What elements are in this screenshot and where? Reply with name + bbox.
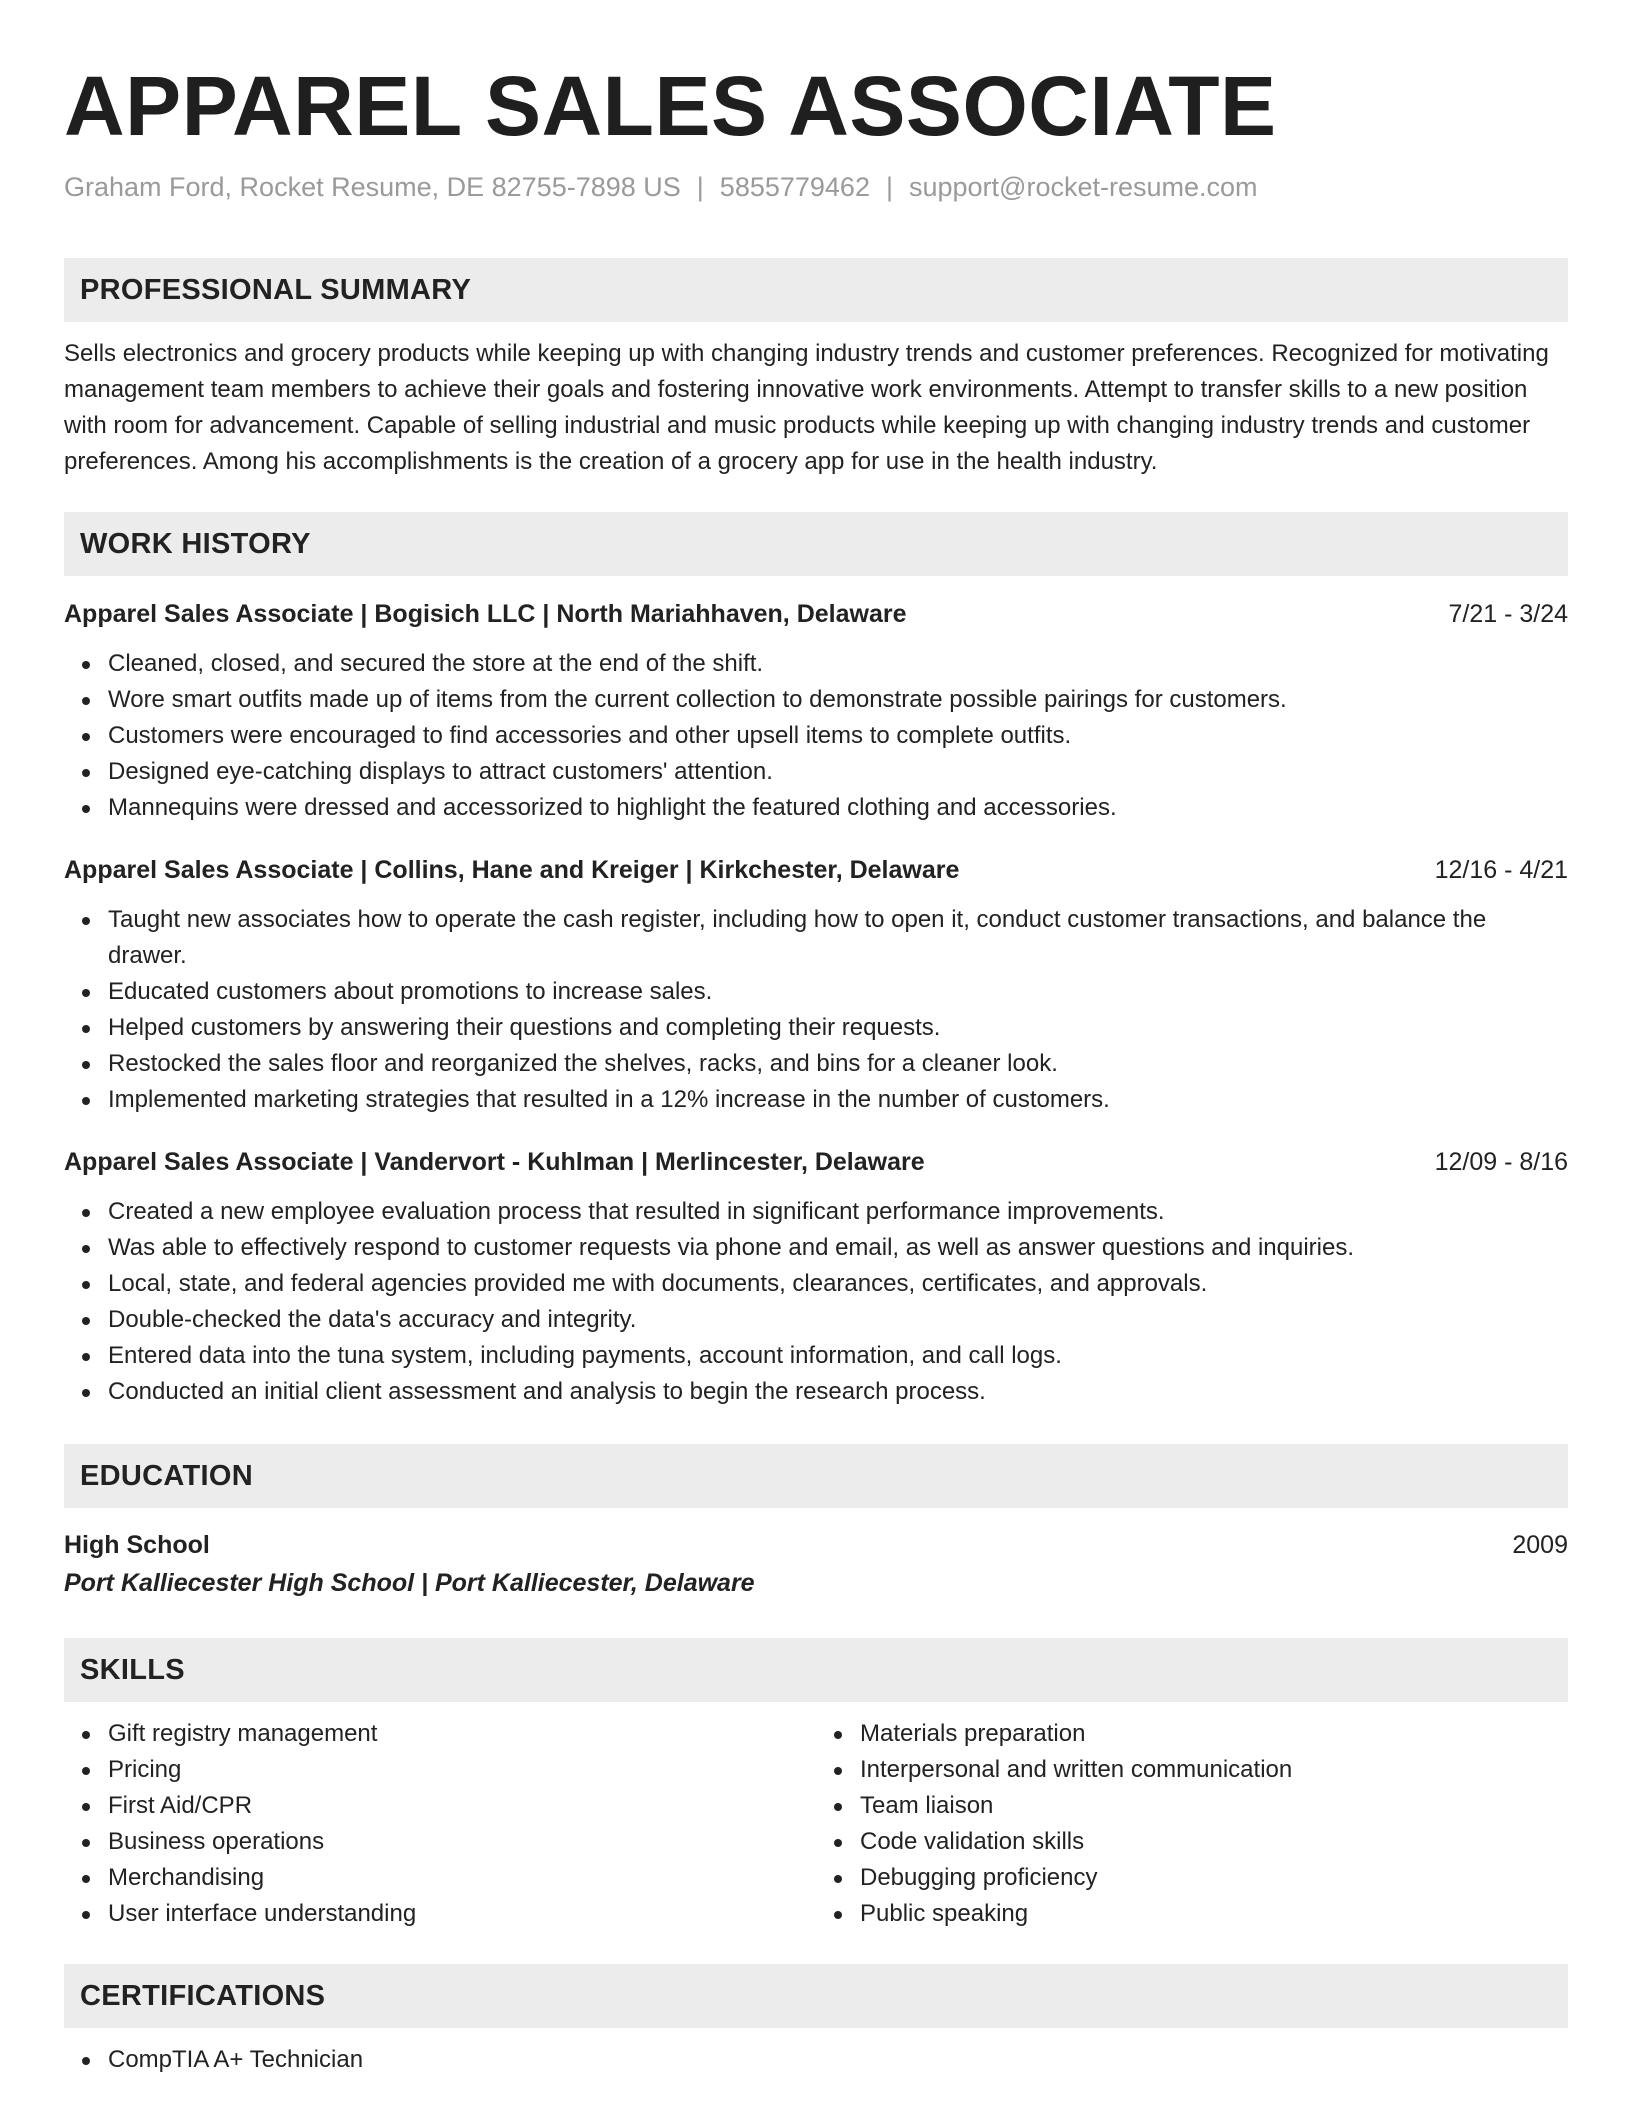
job-title: Apparel Sales Associate | Vandervort - Kuhlman | Merlincester, Delaware	[64, 1148, 925, 1176]
skill-item: Pricing	[108, 1752, 816, 1788]
skill-item: Business operations	[108, 1824, 816, 1860]
job-entry	[64, 852, 1568, 1118]
job-dates: 7/21 - 3/24	[1448, 600, 1568, 628]
job-title: Apparel Sales Associate | Bogisich LLC | North Mariahhaven, Delaware	[64, 600, 907, 628]
job-bullet: Designed eye-catching displays to attract customers' attention.	[108, 754, 1568, 790]
education-row	[64, 1526, 1568, 1564]
job-bullet: Double-checked the data's accuracy and integrity.	[108, 1302, 1568, 1338]
job-header	[64, 852, 1568, 888]
skills-grid	[64, 1716, 1568, 1932]
section-header-skills: SKILLS	[64, 1638, 1568, 1702]
skills-list	[64, 1716, 816, 1932]
job-bullet: Cleaned, closed, and secured the store at the end of the shift.	[108, 646, 1568, 682]
education-degree: High School	[64, 1531, 210, 1559]
job-bullets	[64, 646, 1568, 826]
contact-email: support@rocket-resume.com	[908, 172, 1258, 202]
job-entry	[64, 1144, 1568, 1410]
contact-phone: 5855779462	[719, 172, 870, 202]
job-bullet: Customers were encouraged to find accessories and other upsell items to complete outfits.	[108, 718, 1568, 754]
certifications-list	[64, 2042, 1568, 2078]
job-bullet: Mannequins were dressed and accessorized to highlight the featured clothing and accessories.	[108, 790, 1568, 826]
job-header	[64, 596, 1568, 632]
skills-column-left	[64, 1716, 816, 1932]
certification-item: CompTIA A+ Technician	[108, 2042, 1568, 2078]
skill-item: Materials preparation	[860, 1716, 1568, 1752]
job-bullet: Implemented marketing strategies that resulted in a 12% increase in the number of customers.	[108, 1082, 1568, 1118]
job-bullet: Entered data into the tuna system, including payments, account information, and call logs.	[108, 1338, 1568, 1374]
job-bullet: Taught new associates how to operate the cash register, including how to open it, conduct customer transactions, and balance the drawer.	[108, 902, 1568, 974]
skill-item: Public speaking	[860, 1896, 1568, 1932]
resume-title: APPAREL SALES ASSOCIATE	[64, 59, 1277, 153]
job-bullet: Conducted an initial client assessment and analysis to begin the research process.	[108, 1374, 1568, 1410]
job-dates: 12/09 - 8/16	[1434, 1148, 1568, 1176]
contact-line	[64, 168, 1568, 206]
job-bullets	[64, 902, 1568, 1118]
skill-item: Debugging proficiency	[860, 1860, 1568, 1896]
skills-list	[816, 1716, 1568, 1932]
job-bullet: Restocked the sales floor and reorganized the shelves, racks, and bins for a cleaner look.	[108, 1046, 1568, 1082]
education-school: Port Kalliecester High School | Port Kalliecester, Delaware	[64, 1569, 755, 1597]
skill-item: Interpersonal and written communication	[860, 1752, 1568, 1788]
contact-separator: |	[885, 172, 893, 202]
education-year: 2009	[1512, 1531, 1568, 1559]
section-header-summary: PROFESSIONAL SUMMARY	[64, 258, 1568, 322]
contact-address: Graham Ford, Rocket Resume, DE 82755-7898 US	[64, 172, 681, 202]
skill-item: Merchandising	[108, 1860, 816, 1896]
skills-column-right	[816, 1716, 1568, 1932]
skill-item: Code validation skills	[860, 1824, 1568, 1860]
section-header-certifications: CERTIFICATIONS	[64, 1964, 1568, 2028]
job-bullet: Created a new employee evaluation process that resulted in significant performance improvements.	[108, 1194, 1568, 1230]
education-entry	[64, 1526, 1568, 1602]
job-bullet: Local, state, and federal agencies provided me with documents, clearances, certificates, and approvals.	[108, 1266, 1568, 1302]
job-bullet: Wore smart outfits made up of items from the current collection to demonstrate possible pairings for customers.	[108, 682, 1568, 718]
job-bullet: Was able to effectively respond to customer requests via phone and email, as well as answer questions and inquiries.	[108, 1230, 1568, 1266]
job-header	[64, 1144, 1568, 1180]
skill-item: Gift registry management	[108, 1716, 816, 1752]
job-entry	[64, 596, 1568, 826]
job-bullets	[64, 1194, 1568, 1410]
section-header-education: EDUCATION	[64, 1444, 1568, 1508]
skill-item: User interface understanding	[108, 1896, 816, 1932]
section-header-work-history: WORK HISTORY	[64, 512, 1568, 576]
job-bullet: Helped customers by answering their questions and completing their requests.	[108, 1010, 1568, 1046]
summary-text: Sells electronics and grocery products while keeping up with changing industry trends and customer preferences. Recognized for motivating management team members to achieve their goals and fostering innovative work environments. Attempt to transfer skills to a new position with room for advancement. Capable of selling industrial and music products while keeping up with changing industry trends and customer preferences. Among his accomplishments is the creation of a grocery app for use in the health industry.	[64, 340, 1549, 475]
job-dates: 12/16 - 4/21	[1434, 856, 1568, 884]
job-title: Apparel Sales Associate | Collins, Hane and Kreiger | Kirkchester, Delaware	[64, 856, 960, 884]
contact-separator: |	[696, 172, 704, 202]
job-bullet: Educated customers about promotions to increase sales.	[108, 974, 1568, 1010]
skill-item: First Aid/CPR	[108, 1788, 816, 1824]
skill-item: Team liaison	[860, 1788, 1568, 1824]
